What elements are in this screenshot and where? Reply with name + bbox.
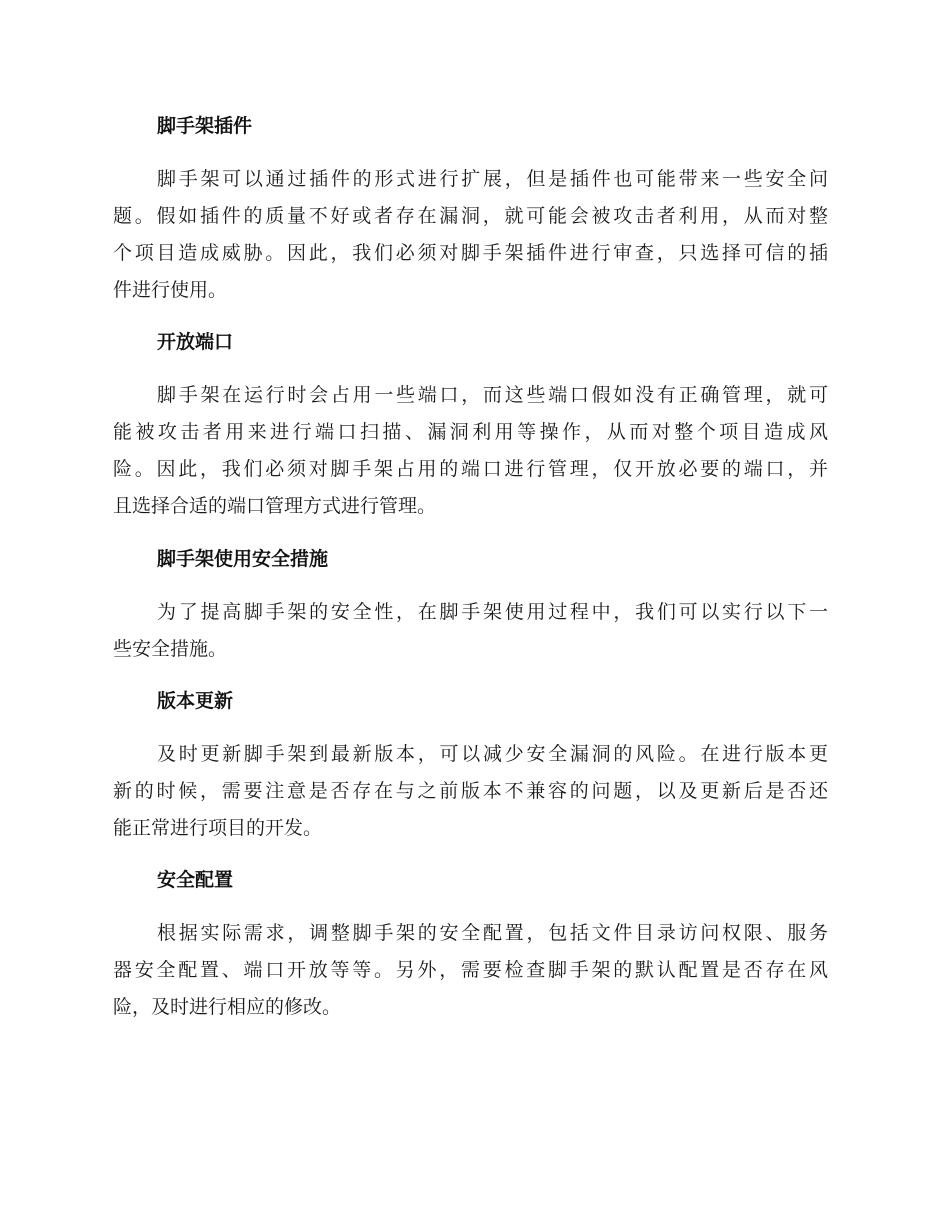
section-heading-plugins: 脚手架插件 xyxy=(157,115,253,137)
section-body-open-ports xyxy=(113,377,828,525)
section-heading-version-update: 版本更新 xyxy=(157,690,234,712)
paragraph-line: 题。假如插件的质量不好或者存在漏洞，就可能会被攻击者利用，从而对整 xyxy=(113,205,828,227)
paragraph-line: 件进行使用。 xyxy=(113,279,228,301)
section-heading-security-config: 安全配置 xyxy=(157,869,234,891)
paragraph-line: 险。因此，我们必须对脚手架占用的端口进行管理，仅开放必要的端口，并 xyxy=(113,458,828,480)
paragraph-line: 根据实际需求，调整脚手架的安全配置，包括文件目录访问权限、服务 xyxy=(157,922,828,944)
paragraph-line: 能正常进行项目的开发。 xyxy=(113,817,323,839)
section-body-plugins xyxy=(113,161,828,309)
paragraph-line: 险，及时进行相应的修改。 xyxy=(113,996,342,1018)
section-body-security-config xyxy=(113,915,828,1026)
paragraph-line: 些安全措施。 xyxy=(113,638,228,660)
paragraph-line: 能被攻击者用来进行端口扫描、漏洞利用等操作，从而对整个项目造成风 xyxy=(113,421,828,443)
section-body-security-measures xyxy=(113,594,828,668)
paragraph-line: 新的时候，需要注意是否存在与之前版本不兼容的问题，以及更新后是否还 xyxy=(113,780,828,802)
paragraph-line: 及时更新脚手架到最新版本，可以减少安全漏洞的风险。在进行版本更 xyxy=(157,743,828,765)
paragraph-line: 脚手架可以通过插件的形式进行扩展，但是插件也可能带来一些安全问 xyxy=(157,168,828,190)
paragraph-line: 器安全配置、端口开放等等。另外，需要检查脚手架的默认配置是否存在风 xyxy=(113,959,828,981)
section-body-version-update xyxy=(113,736,828,847)
paragraph-line: 为了提高脚手架的安全性，在脚手架使用过程中，我们可以实行以下一 xyxy=(157,601,828,623)
section-heading-security-measures: 脚手架使用安全措施 xyxy=(157,548,329,570)
paragraph-line: 个项目造成威胁。因此，我们必须对脚手架插件进行审查，只选择可信的插 xyxy=(113,242,828,264)
section-heading-open-ports: 开放端口 xyxy=(157,331,234,353)
paragraph-line: 脚手架在运行时会占用一些端口，而这些端口假如没有正确管理，就可 xyxy=(157,384,828,406)
paragraph-line: 且选择合适的端口管理方式进行管理。 xyxy=(113,495,437,517)
